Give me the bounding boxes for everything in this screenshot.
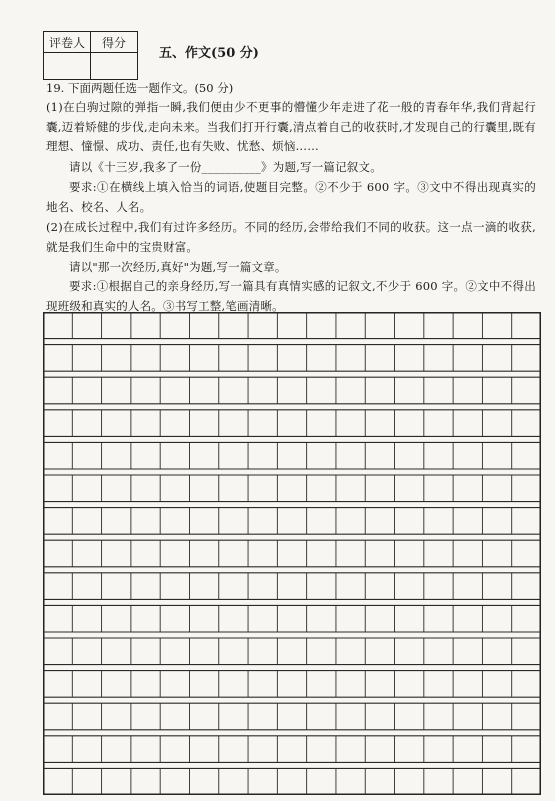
option1-prompt: 请以《十三岁,我多了一份__________》为题,写一篇记叙文。: [69, 160, 382, 174]
section-title: 五、作文(50 分): [159, 46, 259, 61]
option2-requirements: 要求:①根据自己的亲身经历,写一篇具有真情实感的记叙文,不少于 600 字。②文中不得出现班级和真实的人名。③书写工整,笔画清晰。: [46, 279, 536, 313]
option1-text: (1)在白驹过隙的弹指一瞬,我们便由少不更事的懵懂少年走进了花一般的青春年华,我们背起行囊,迈着矫健的步伐,走向未来。当我们打开行囊,清点着自己的收获时,才发现自己的行囊里,既有理想、憧憬、成功、责任,也有失败、忧愁、烦恼……: [46, 100, 536, 153]
writing-grid[interactable]: [43, 312, 541, 795]
question-header: 19. 下面两题任选一题作文。(50 分): [46, 81, 234, 95]
option2-text: (2)在成长过程中,我们有过许多经历。不同的经历,会带给我们不同的收获。这一点一滴的收获,就是我们生命中的宝贵财富。: [46, 220, 536, 254]
grid-frame: [44, 313, 541, 795]
score-label: 得分: [91, 32, 138, 53]
reviewer-field[interactable]: [44, 53, 91, 80]
reviewer-label: 评卷人: [44, 32, 91, 53]
score-field[interactable]: [91, 53, 138, 80]
option1-requirements: 要求:①在横线上填入恰当的词语,使题目完整。②不少于 600 字。③文中不得出现真实的地名、校名、人名。: [46, 180, 536, 214]
writing-grid-svg[interactable]: [43, 312, 541, 795]
option2-prompt: 请以"那一次经历,真好"为题,写一篇文章。: [69, 260, 287, 274]
score-box: [43, 31, 138, 80]
